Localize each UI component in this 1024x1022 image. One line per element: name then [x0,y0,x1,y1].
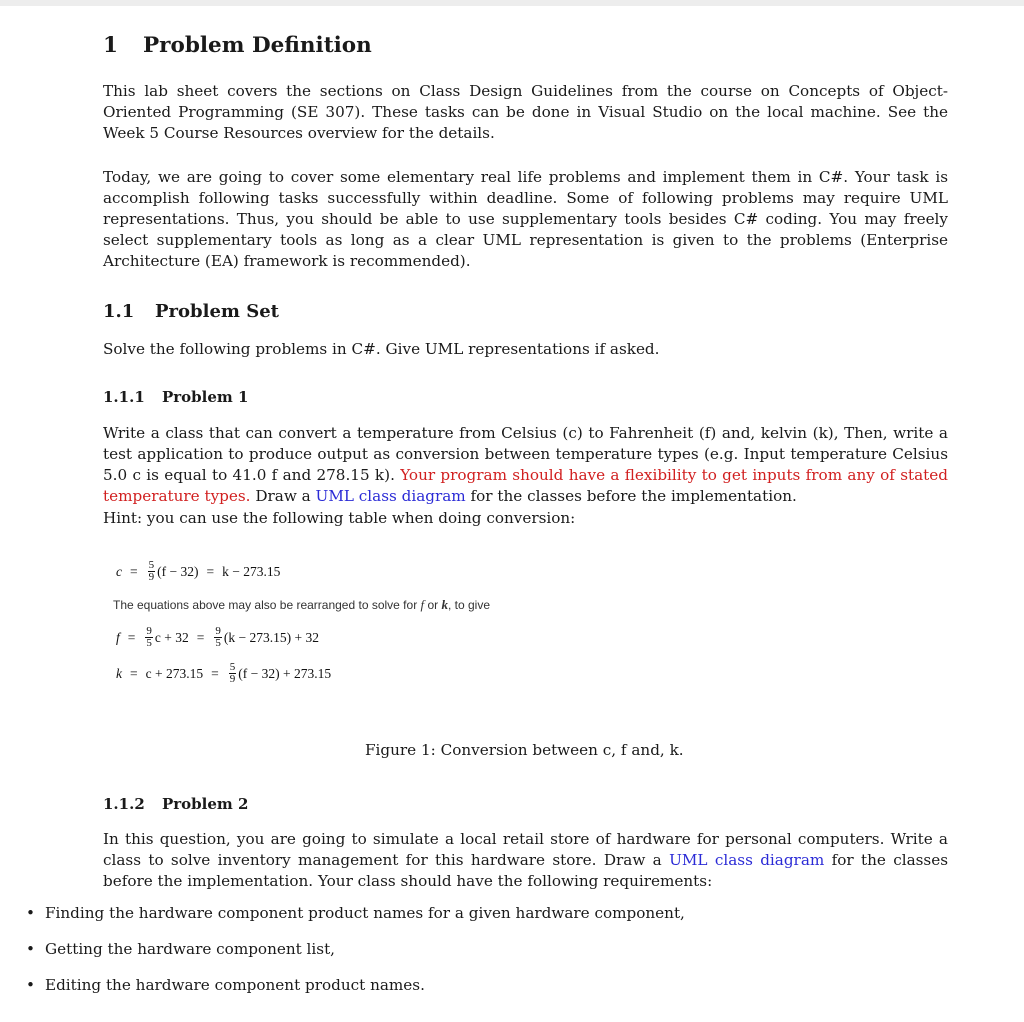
eq1-middle: (f − 32) [157,563,199,579]
subsection-text: Solve the following problems in C#. Give UML representations if asked. [103,340,660,358]
list-item: • Getting the hardware component list, [26,939,826,960]
eq2-fraction-2: $\frac{9}{5}$ [215,625,221,649]
eq2-lhs: f [116,629,120,645]
subsection-number: 1.1 [103,301,135,322]
problem1-hint: Hint: you can use the following table when doing conversion: [103,509,576,527]
eq2-equals-2: = [196,629,205,645]
problem2-title: Problem 2 [162,795,249,813]
list-item: • Editing the hardware component product names. [26,975,826,996]
problem1-text-b: Draw a [250,487,316,505]
eq1-equals-1: = [130,563,138,579]
eq1-lhs: c [116,563,122,579]
list-item: • Finding the hardware component product names for a given hardware component, [26,903,826,924]
intro-paragraph-1: This lab sheet covers the sections on Class Design Guidelines from the course on Concepts of Object-Oriented Programming (SE 307). These tasks can be done in Visual Studio on the local machine. See the Week 5 Course Resources overview for the details. [103,82,948,142]
eq3-equals-1: = [130,665,138,681]
eq2-rhs: (k − 273.15) + 32 [223,629,319,645]
top-edge [0,0,1024,6]
problem1-requirement-highlight: Your program should have a flexibility to get inputs from any of stated temperature types. [103,466,948,505]
eq3-equals-2: = [211,665,219,681]
problem1-number: 1.1.1 [103,388,145,406]
eq2-fraction-1: $\frac{9}{5}$ [146,625,152,649]
eq2-middle: c + 32 [154,629,189,645]
equation-fahrenheit [116,626,319,649]
eq3-fraction: $\frac{5}{9}$ [229,661,236,685]
eq1-rhs: k − 273.15 [222,563,281,579]
problem1-text-c: for the classes before the implementation. [465,487,797,505]
section-heading [103,33,372,58]
problem1-title: Problem 1 [162,388,249,406]
eq2-equals-1: = [127,629,136,645]
subsection-heading [103,301,279,322]
problem2-text-a: In this question, you are going to simulate a local retail store of hardware for personal computers. Write a class to solve inventory management for this hardware store. Draw a [103,830,948,869]
uml-class-diagram-link-1[interactable]: UML class diagram [315,487,466,505]
section-title: Problem Definition [143,33,372,58]
eq3-middle: c + 273.15 [145,665,204,681]
eq3-rhs: (f − 32) + 273.15 [238,665,332,681]
intro-paragraph-2: Today, we are going to cover some elementary real life problems and implement them in C#. Your task is accomplish following tasks successfully within deadline. Some of following problems may require UML representations. Thus, you should be able to use supplementary tools besides C# coding. You may freely select supplementary tools as long as a clear UML representation is given to the problems (Enterprise Architecture (EA) framework is recommended). [103,168,948,270]
problem1-heading [103,388,248,406]
problem2-text-b: for the classes before the implementation. Your class should have the following requirements: [103,851,948,890]
equation-celsius [116,560,280,583]
problem2-heading [103,795,248,813]
eq1-equals-2: = [206,563,215,579]
uml-class-diagram-link-2[interactable]: UML class diagram [669,851,825,869]
section-number: 1 [103,33,118,58]
problem1-paragraph [103,423,948,507]
figure-caption: Figure 1: Conversion between c, f and, k. [365,741,684,759]
eq1-fraction: $\frac{5}{9}$ [148,559,155,583]
subsection-title: Problem Set [155,301,279,322]
problem1-text-a: Write a class that can convert a temperature from Celsius (c) to Fahrenheit (f) and, kelvin (k), Then, write a test application to produce output as conversion between temperature types (e.g. Input temperature Celsius 5.0 c is equal to 41.0 f and 278.15 k). [103,424,948,484]
eq3-lhs: k [116,665,122,681]
problem2-number: 1.1.2 [103,795,145,813]
equation-note: The equations above may also be rearranged to solve for f or k, to give [113,597,491,612]
requirements-list [26,903,826,1011]
problem2-paragraph [103,829,948,892]
equation-kelvin [116,662,331,685]
